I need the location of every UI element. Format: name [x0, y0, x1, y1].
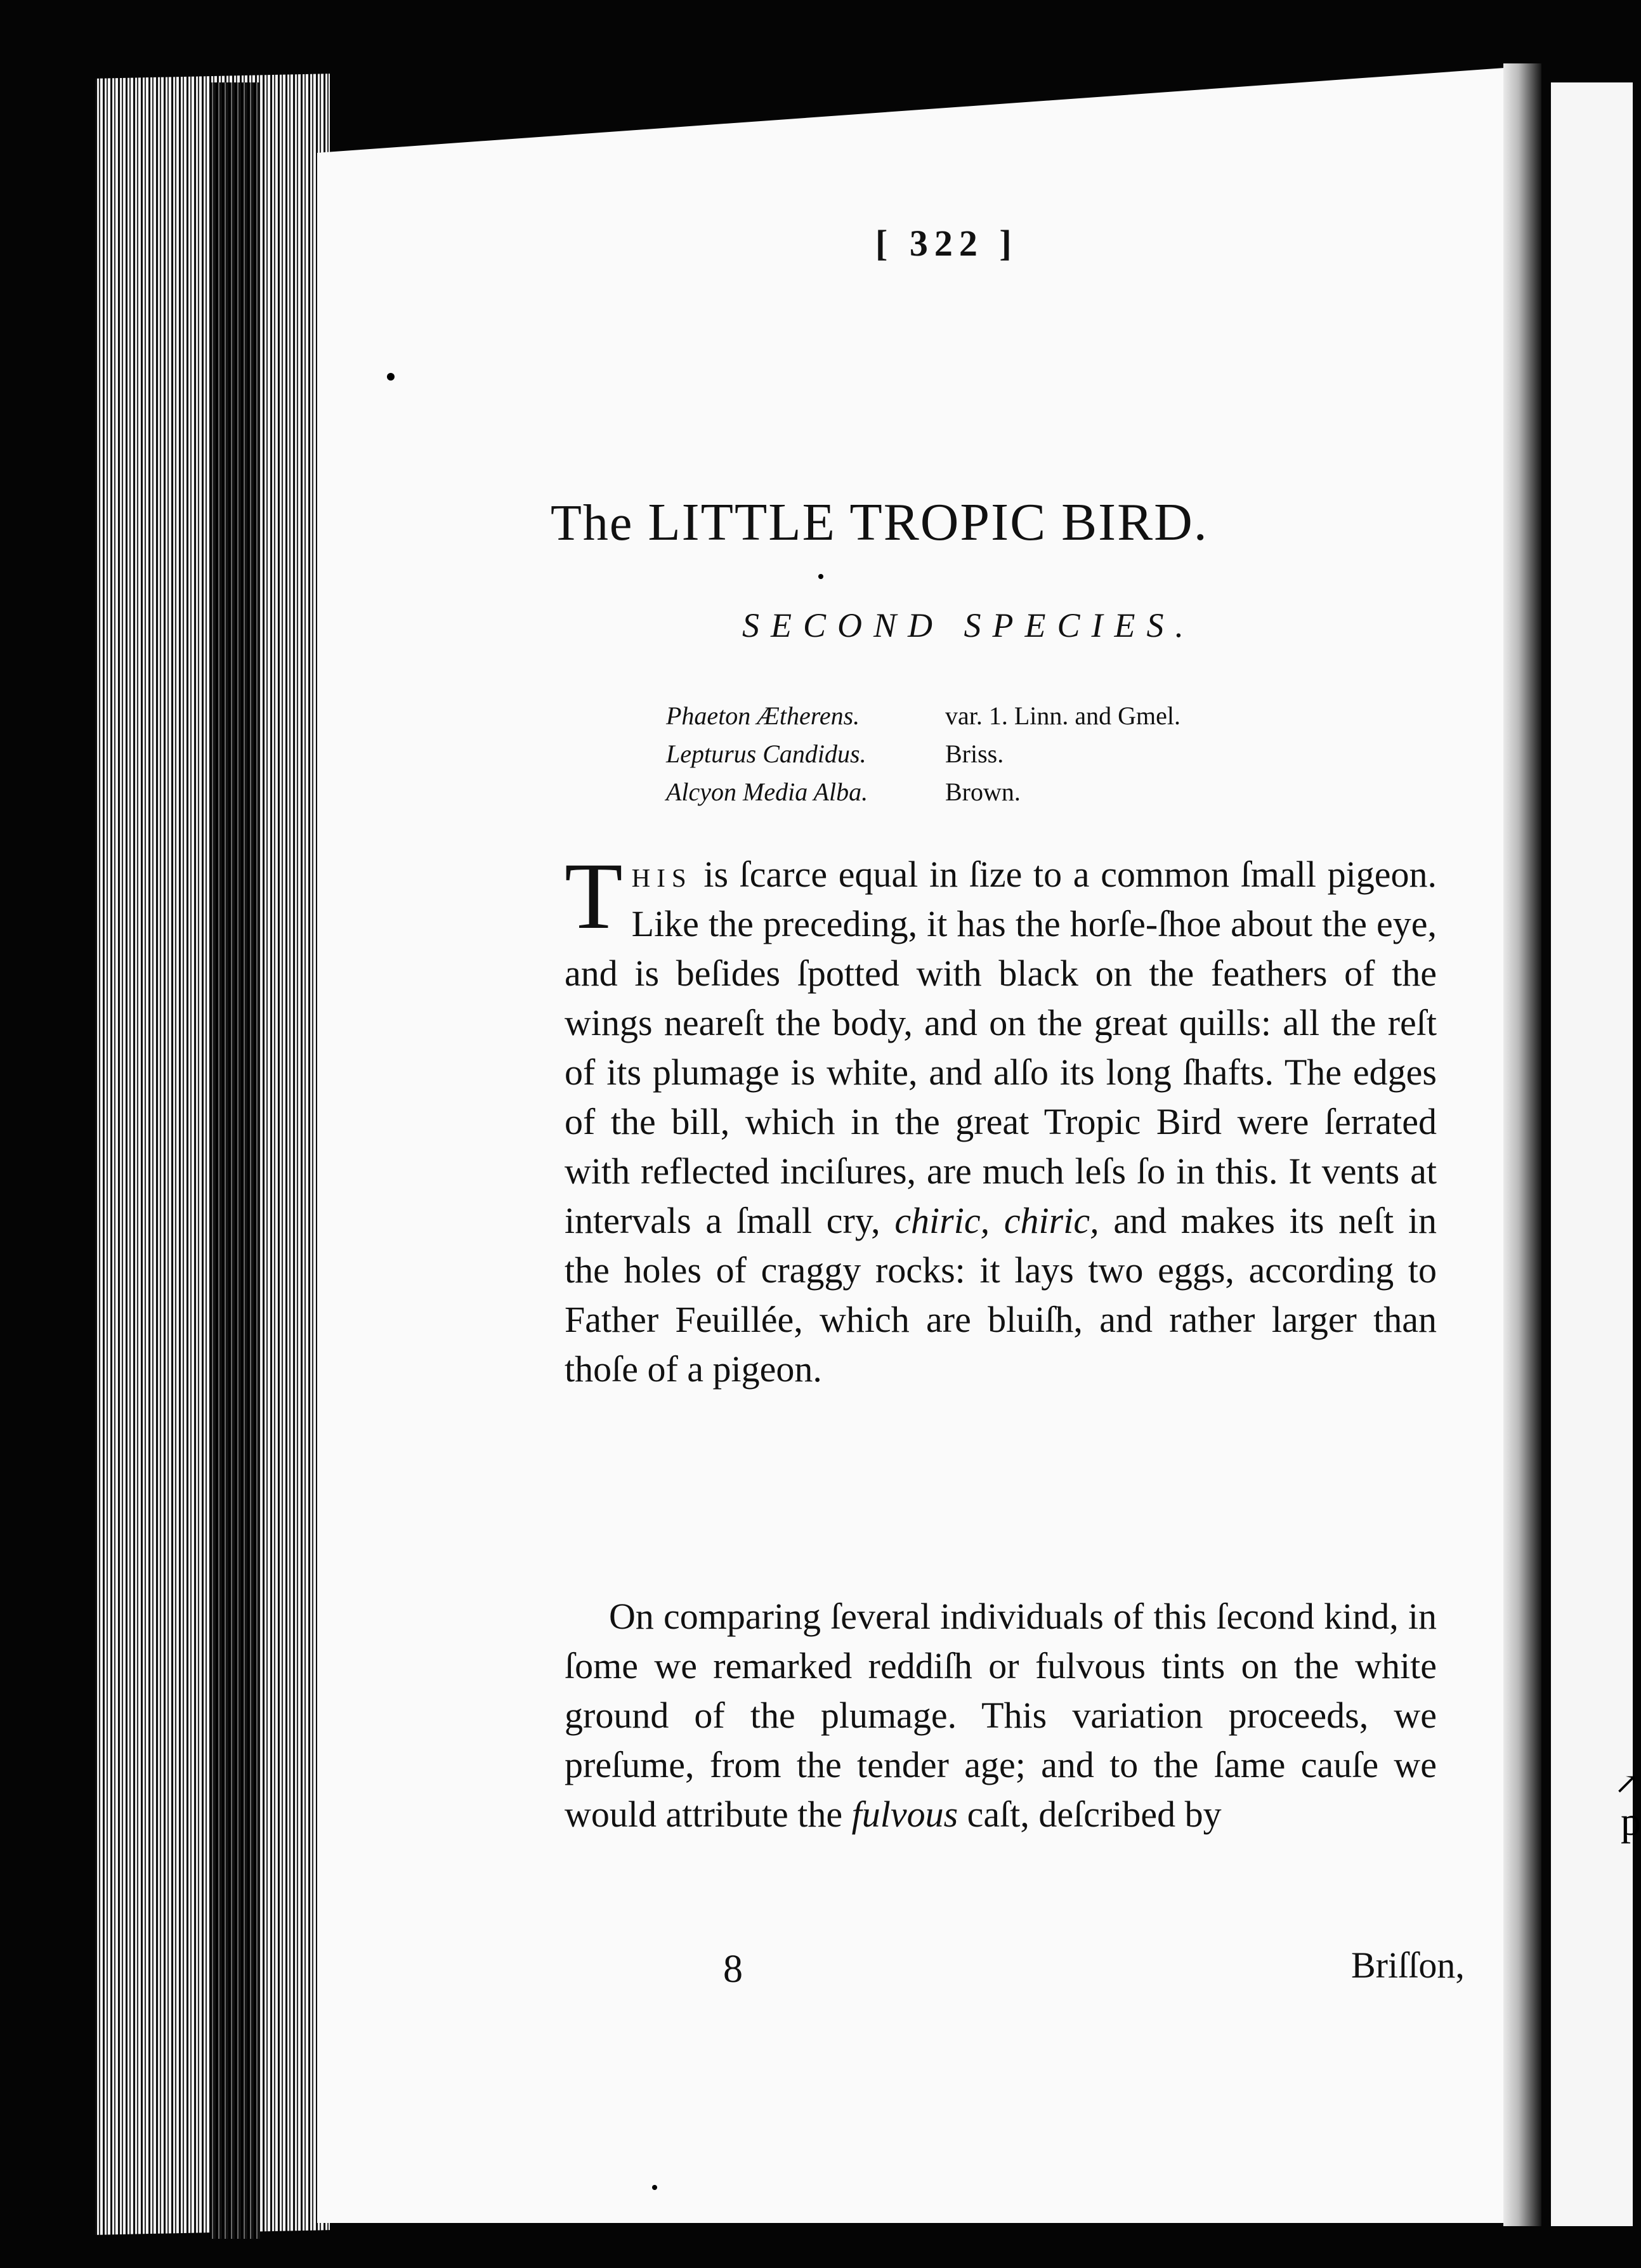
- synonym-name: Lepturus Candidus.: [666, 740, 866, 768]
- synonym-row: [666, 777, 1021, 807]
- italic-bird-call: chiric, chiric,: [894, 1200, 1099, 1241]
- paragraph-text: On comparing ſeveral individuals of this ſecond kind, in ſome we remarked reddiſh or fulvous tints on the white ground of the plumage. This variation proceeds, we preſume, from the tender age; and to the ſame cauſe we would attribute the: [565, 1596, 1437, 1835]
- paragraph-text: and makes its neſt in the holes of craggy rocks: it lays two eggs, according to Father Feuillée, which are bluiſh, and rather larger than thoſe of a pigeon.: [565, 1200, 1437, 1390]
- page-number: [ 322 ]: [875, 223, 1018, 264]
- paragraph-text: is ſcarce equal in ſize to a common ſmall pigeon. Like the preceding, it has the horſe-ſhoe about the eye, and is beſides ſpotted with black on the feathers of the wings neareſt the body, and on the great quills: all the reſt of its plumage is white, and alſo its long ſhafts. The edges of the bill, which in the great Tropic Bird were ſerrated with reflected inciſures, are much leſs ſo in this. It vents at intervals a ſmall cry,: [565, 854, 1437, 1241]
- signature-mark: 8: [723, 1948, 743, 1991]
- body-paragraph: [565, 844, 1437, 1394]
- title-name: LITTLE TROPIC BIRD.: [648, 493, 1208, 552]
- synonym-row: [666, 701, 1180, 731]
- synonym-reference: Briss.: [945, 740, 1004, 768]
- body-paragraph: [565, 1592, 1437, 1839]
- synonym-name: Phaeton Ætherens.: [666, 701, 860, 730]
- italic-term: fulvous: [851, 1794, 958, 1835]
- synonym-row: [666, 739, 1004, 769]
- synonym-reference: var. 1. Linn. and Gmel.: [945, 701, 1181, 730]
- chapter-title: [551, 492, 1426, 553]
- title-article: The: [551, 495, 634, 551]
- drop-cap: T: [565, 844, 623, 949]
- synonym-name: Alcyon Media Alba.: [666, 778, 868, 806]
- next-page-letter: p: [1621, 1799, 1641, 1844]
- small-caps-lead: his: [631, 854, 693, 895]
- chapter-subtitle: SECOND SPECIES.: [742, 606, 1195, 644]
- synonym-reference: Brown.: [945, 778, 1021, 806]
- catchword: Briſſon,: [1351, 1945, 1465, 1986]
- paragraph-text: caſt, deſcribed by: [958, 1794, 1222, 1835]
- next-page-mark: ↗: [1614, 1768, 1639, 1800]
